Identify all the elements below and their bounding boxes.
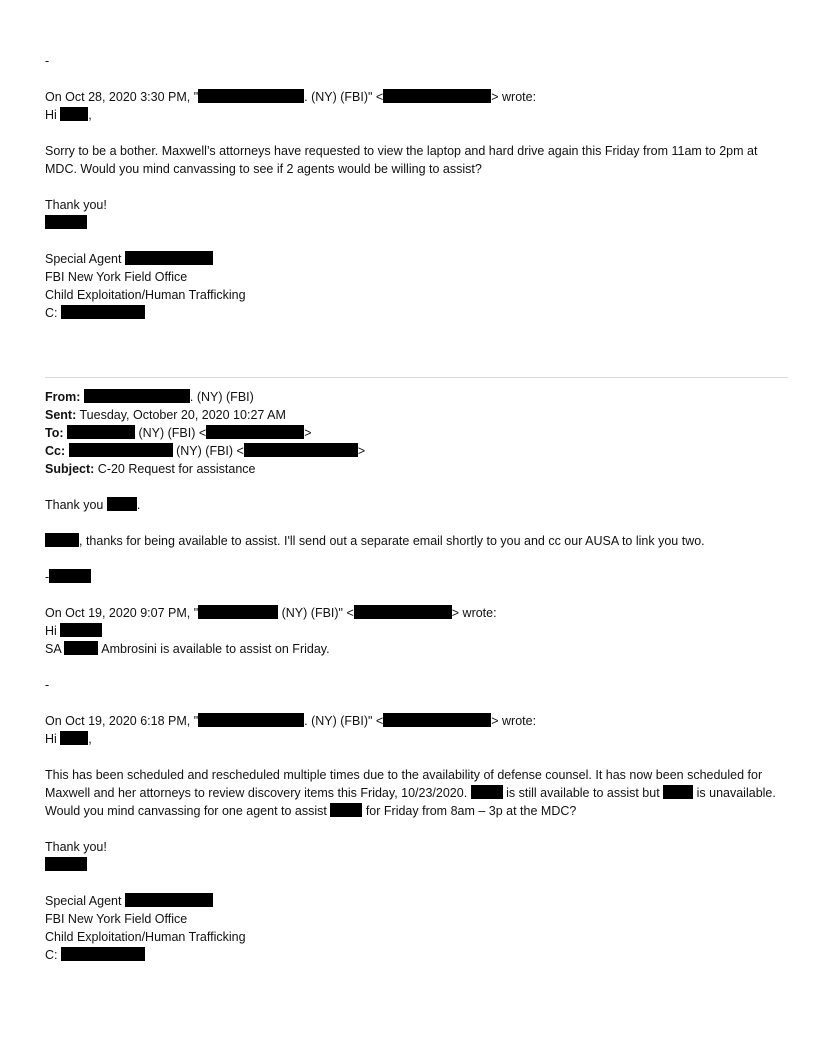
redaction [60,731,88,745]
greeting: Hi , [45,108,92,122]
redaction [383,713,491,727]
signature-title: Special Agent [45,250,785,268]
redaction [60,107,88,121]
dash-signoff: - [45,568,785,586]
redaction [198,713,304,727]
message-body: Sorry to be a bother. Maxwell’s attorneys have requested to view the laptop and hard drive again this Friday from 11am to 2pm at MDC. Would you mind canvassing to see if 2 agents would be willing to assist? [45,144,758,176]
redaction [61,305,145,319]
redaction [67,425,135,439]
signature-name [45,214,785,232]
redaction [125,251,213,265]
redaction [383,89,491,103]
signature-name [45,856,785,874]
greeting: Hi [45,622,785,640]
redaction [45,857,87,871]
greeting: Hi , [45,732,92,746]
subject-line: Subject: C-20 Request for assistance [45,462,256,476]
quoted-header-line: On Oct 19, 2020 9:07 PM, " (NY) (FBI)" < > wrote: [45,606,497,620]
signature-cell: C: [45,304,785,322]
redaction [206,425,304,439]
quoted-header-line: On Oct 19, 2020 6:18 PM, " . (NY) (FBI)" < > wrote: [45,714,537,728]
redaction [64,641,98,655]
message-body: This has been scheduled and rescheduled multiple times due to the availability of defense counsel. It has now been scheduled for Maxwell and her attorneys to review discovery items this Friday, 10/23/2020. is still available to assist but is unavailable. Would you mind canvassing for one agent to assist for Friday from 8am – 3p at the MDC? [45,768,776,818]
quoted-header-line: On Oct 28, 2020 3:30 PM, " . (NY) (FBI)" < > wrote: [45,90,537,104]
redaction [471,785,503,799]
redaction [45,215,87,229]
from-line: From: . (NY) (FBI) [45,390,254,404]
closing: Thank you! [45,840,107,854]
redaction [49,569,91,583]
sent-line: Sent: Tuesday, October 20, 2020 10:27 AM [45,408,286,422]
redaction [45,533,79,547]
availability-line: , thanks for being available to assist. I'll send out a separate email shortly to you and cc our AUSA to link you two. [45,532,785,550]
redaction [198,605,278,619]
redaction [125,893,213,907]
signature-unit: Child Exploitation/Human Trafficking [45,930,246,944]
redaction [69,443,173,457]
redaction [244,443,358,457]
redaction [84,389,190,403]
signature-office: FBI New York Field Office [45,912,188,926]
redaction [198,89,304,103]
redaction [330,803,362,817]
signature-unit: Child Exploitation/Human Trafficking [45,288,246,302]
signature-cell: C: [45,946,785,964]
redaction [107,497,137,511]
signature-title: Special Agent [45,892,785,910]
dash-separator: - [45,678,50,692]
email-document [45,52,785,964]
divider [45,377,788,378]
redaction [61,947,145,961]
redaction [60,623,102,637]
thank-you-line: Thank you . [45,498,141,512]
dash-separator: - [45,54,50,68]
redaction [663,785,693,799]
cc-line: Cc: (NY) (FBI) < > [45,444,366,458]
signature-office: FBI New York Field Office [45,270,188,284]
closing: Thank you! [45,198,107,212]
to-line: To: (NY) (FBI) < > [45,426,312,440]
assist-line: SA Ambrosini is available to assist on Friday. [45,642,330,656]
redaction [354,605,452,619]
